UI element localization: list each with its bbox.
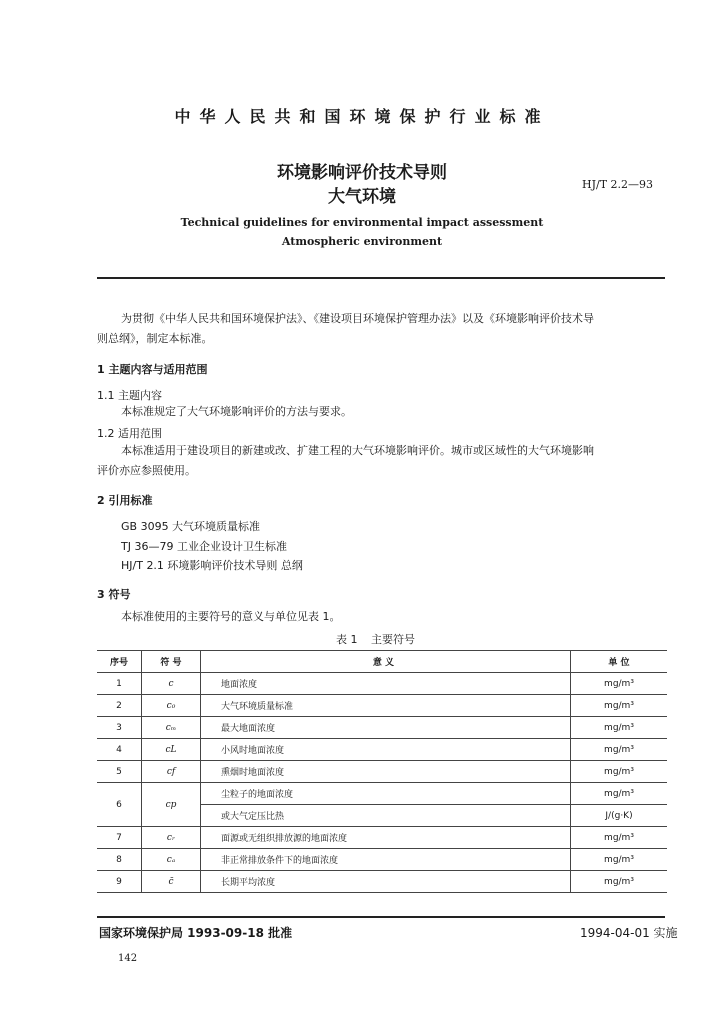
header-divider	[97, 277, 665, 279]
cell-unit: mg/m³	[571, 827, 668, 849]
table-row	[97, 849, 667, 871]
cell-meaning: 或大气定压比热	[201, 805, 571, 827]
cell-no: 4	[97, 739, 142, 761]
table-row	[97, 695, 667, 717]
cell-no: 5	[97, 761, 142, 783]
table-row	[97, 827, 667, 849]
cell-unit: mg/m³	[571, 717, 668, 739]
approval-date: 国家环境保护局 1993-09-18 批准	[99, 926, 293, 940]
section-1-title: 1 主题内容与适用范围	[97, 363, 208, 376]
cell-no: 9	[97, 871, 142, 893]
cell-unit: mg/m³	[571, 849, 668, 871]
cell-meaning: 小风时地面浓度	[201, 739, 571, 761]
header-unit: 单 位	[571, 651, 668, 673]
table-caption-number: 表 1	[336, 633, 358, 646]
cell-no: 2	[97, 695, 142, 717]
effective-date: 1994-04-01 实施	[580, 926, 678, 940]
cell-symbol: cp	[142, 783, 201, 827]
cell-symbol: cf	[142, 761, 201, 783]
table-row	[97, 717, 667, 739]
title-en-main: Technical guidelines for environmental impact assessment	[180, 216, 544, 229]
title-en-sub: Atmospheric environment	[281, 235, 443, 248]
table-caption	[336, 631, 425, 647]
cell-unit: mg/m³	[571, 783, 668, 805]
section-1-1-text: 本标准规定了大气环境影响评价的方法与要求。	[121, 405, 352, 418]
cell-symbol: cᵣ	[142, 827, 201, 849]
cell-meaning: 面源或无组织排放源的地面浓度	[201, 827, 571, 849]
cell-meaning: 熏烟时地面浓度	[201, 761, 571, 783]
cell-meaning: 长期平均浓度	[201, 871, 571, 893]
intro-line-1: 为贯彻《中华人民共和国环境保护法》、《建设项目环境保护管理办法》以及《环境影响评价技术导	[121, 312, 594, 325]
cell-no: 8	[97, 849, 142, 871]
cell-meaning: 大气环境质量标准	[201, 695, 571, 717]
reference-item: TJ 36—79 工业企业设计卫生标准	[121, 540, 287, 553]
section-3-text: 本标准使用的主要符号的意义与单位见表 1。	[121, 610, 341, 623]
section-3-title: 3 符号	[97, 588, 131, 601]
cell-no: 1	[97, 673, 142, 695]
cell-unit: mg/m³	[571, 761, 668, 783]
footer-divider	[97, 916, 665, 918]
table-row	[97, 673, 667, 695]
section-2-title: 2 引用标准	[97, 494, 153, 507]
cell-no: 3	[97, 717, 142, 739]
table-row	[97, 739, 667, 761]
cell-symbol: cL	[142, 739, 201, 761]
header-meaning: 意 义	[201, 651, 571, 673]
cell-meaning: 最大地面浓度	[201, 717, 571, 739]
header-symbol: 符 号	[142, 651, 201, 673]
cell-unit: J/(g·K)	[571, 805, 668, 827]
section-1-1-title: 1.1 主题内容	[97, 389, 162, 402]
table-caption-title: 主要符号	[371, 633, 415, 646]
standard-code: HJ/T 2.2—93	[582, 178, 654, 191]
cell-symbol: cₘ	[142, 717, 201, 739]
title-cn-main: 环境影响评价技术导则	[277, 163, 447, 183]
reference-item: HJ/T 2.1 环境影响评价技术导则 总纲	[121, 559, 303, 572]
cell-unit: mg/m³	[571, 695, 668, 717]
cell-meaning: 非正常排放条件下的地面浓度	[201, 849, 571, 871]
cell-unit: mg/m³	[571, 871, 668, 893]
section-1-2-title: 1.2 适用范围	[97, 427, 162, 440]
section-1-2-text-line-2: 评价亦应参照使用。	[97, 464, 196, 477]
cell-unit: mg/m³	[571, 673, 668, 695]
cell-symbol: c̄	[142, 871, 201, 893]
cell-no: 6	[97, 783, 142, 827]
standard-category: 中华人民共和国环境保护行业标准	[174, 107, 550, 126]
header-no: 序号	[97, 651, 142, 673]
table-row	[97, 783, 667, 805]
cell-meaning: 尘粒子的地面浓度	[201, 783, 571, 805]
cell-symbol: c₀	[142, 695, 201, 717]
cell-unit: mg/m³	[571, 739, 668, 761]
section-1-2-text-line-1: 本标准适用于建设项目的新建或改、扩建工程的大气环境影响评价。城市或区域性的大气环境影响	[121, 444, 594, 457]
cell-meaning: 地面浓度	[201, 673, 571, 695]
cell-symbol: cₐ	[142, 849, 201, 871]
page-number: 142	[118, 953, 138, 964]
table-row	[97, 871, 667, 893]
reference-item: GB 3095 大气环境质量标准	[121, 520, 261, 533]
table-row	[97, 761, 667, 783]
table-header-row	[97, 651, 667, 673]
intro-line-2: 则总纲》，制定本标准。	[97, 332, 213, 345]
title-cn-sub: 大气环境	[328, 187, 396, 207]
cell-symbol: c	[142, 673, 201, 695]
symbols-table	[97, 650, 667, 893]
cell-no: 7	[97, 827, 142, 849]
